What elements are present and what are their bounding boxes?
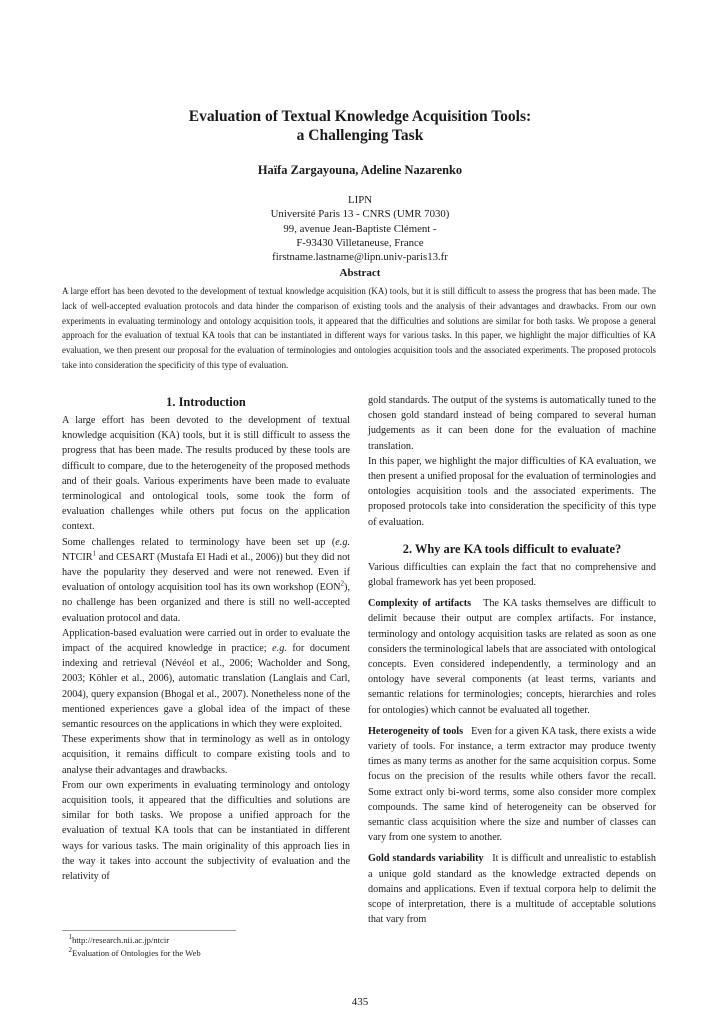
right-paragraph-2: In this paper, we highlight the major difficulties of KA evaluation, we then present a unified proposal for the evaluation of terminologies and ontologies acquisition tools and the associated experiments. The proposed protocols take into consideration the specificity of this type of evaluation. bbox=[368, 455, 656, 528]
left-column bbox=[62, 393, 350, 884]
section-2-intro: Various difficulties can explain the fact that no comprehensive and global framework has yet been proposed. bbox=[368, 561, 656, 589]
intro-paragraph-5: From our own experiments in evaluating terminology and ontology acquisition tools, it appeared that the difficulties and solutions are similar for both tasks. We propose a unified approach for the evaluation of textual KA tools that can be instantiated in different ways for various tasks. The main originality of this approach lies in the way it takes into account the subjectivity of evaluation and the relativity of bbox=[62, 779, 350, 883]
page-number: 435 bbox=[351, 996, 369, 1008]
right-paragraph-1: gold standards. The output of the systems is automatically tuned to the chosen gold standard instead of being compared to several human judgements as it can been done for the evaluation of machine translation. bbox=[368, 395, 656, 452]
intro-paragraph-1: A large effort has been devoted to the development of textual knowledge acquisition (KA) tools, but it is still difficult to assess the progress that has been made. The results produced by these tools are difficult to compare, due to the heterogeneity of the proposed methods and of their goals. Various experiments have been made to evaluate terminological and ontological tools, some took the form of evaluation challenges while others put focus on the application context. bbox=[62, 415, 350, 533]
footnote-divider bbox=[62, 930, 236, 931]
intro-paragraph-2: Some challenges related to terminology have been set up (e.g. NTCIR$^1$ and CESART (Mustafa El Hadi et al., 2006)) but they did not have the popularity they deserved and were not renewed. Even if evaluation of ontology acquisition tool has its own workshop (EON$^2$), no challenge has been organized and there is still no well-accepted evaluation protocol and data. bbox=[62, 536, 350, 624]
footnote-2: $^2$Evaluation of Ontologies for the Web bbox=[68, 945, 201, 958]
footnotes bbox=[62, 934, 350, 959]
section-2-heading: 2. Why are KA tools difficult to evaluate? bbox=[402, 541, 622, 556]
footnote-1: $^1$http://research.nii.ac.jp/ntcir bbox=[68, 933, 170, 945]
affiliation-email: firstname.lastname@lipn.univ-paris13.fr bbox=[272, 251, 448, 264]
heterogeneity-paragraph: Heterogeneity of tools Even for a given KA task, there exists a wide variety of tools. For instance, a term extractor may produce twenty times as many terms as another for the same acquisition corpus. Some focus on the precision of the results while others favor the recall. Some extract only bi-word terms, some also consider more complex compounds. The same kind of heterogeneity can be observed for semantic class acquisition where the size and number of classes can vary from one system to another. bbox=[368, 725, 656, 844]
right-column bbox=[368, 393, 656, 928]
complexity-paragraph: Complexity of artifacts The KA tasks themselves are difficult to delimit because their output are complex artifacts. For instance, terminology and ontology acquisition tasks are related as soon as one considers the terminological labels that are associated with ontological concepts. Even considered independently, a terminology and an ontology have several components (at least terms, variants and semantic relations for terminologies; concepts, hierarchies and roles for ontologies) which cannot be evaluated all together. bbox=[368, 598, 656, 716]
affiliation-line: Université Paris 13 - CNRS (UMR 7030) bbox=[270, 208, 450, 221]
footnote-ref-2: 2 bbox=[340, 579, 345, 588]
paper-title bbox=[0, 107, 720, 145]
gold-standards-paragraph: Gold standards variability It is difficult and unrealistic to establish a unique gold standard as the knowledge extracted depends on domains and applications. Even if textual corpora help to delimit the scope of interpretation, there is a multitude of acceptable solutions that vary from bbox=[368, 853, 656, 926]
abstract-text: A large effort has been devoted to the development of textual knowledge acquisition (KA) tools, but it is still difficult to assess the progress that has been made. The lack of well-accepted evaluation protocols and data hinder the comparison of existing tools and the analysis of their advantages and drawbacks. From our own experiments in evaluating terminology and ontology acquisition tools, it appeared that the difficulties and solutions are similar for both tasks. We propose a general approach for the evaluation of textual KA tools that can be instantiated in different ways for various tasks. In this paper, we highlight the major difficulties of KA evaluation, we then present our proposal for the evaluation of terminologies and ontologies acquisition tools and the associated experiments. The proposed protocols take into consideration the specificity of this type of evaluation. bbox=[62, 286, 656, 370]
affiliation-line: LIPN bbox=[348, 194, 372, 206]
title-line-1: Evaluation of Textual Knowledge Acquisition Tools: bbox=[188, 108, 532, 125]
title-line-2: a Challenging Task bbox=[296, 127, 424, 144]
intro-paragraph-3: Application-based evaluation were carried out in order to evaluate the impact of the acquired knowledge in practice; e.g. for document indexing and retrieval (Névéol et al., 2006; Wacholder and Song, 2003; Köhler et al., 2006), automatic translation (Langlais and Carl, 2004), query expansion (Bhogal et al., 2007). Nonetheless none of the mentioned experiences gave a global idea of the impact of these semantic resources on the applications in which they were exploited. bbox=[62, 627, 350, 731]
affiliation-line: 99, avenue Jean-Baptiste Clément - bbox=[283, 222, 437, 235]
abstract-heading: Abstract bbox=[339, 267, 381, 279]
footnote-ref-1: 1 bbox=[92, 549, 97, 558]
authors: Haïfa Zargayouna, Adeline Nazarenko bbox=[257, 163, 463, 177]
complexity-heading: Complexity of artifacts bbox=[368, 598, 472, 610]
affiliation-line: F-93430 Villetaneuse, France bbox=[296, 236, 424, 249]
heterogeneity-heading: Heterogeneity of tools bbox=[368, 725, 464, 737]
affiliation bbox=[0, 193, 720, 264]
section-1-heading: 1. Introduction bbox=[166, 395, 246, 409]
gold-standards-heading: Gold standards variability bbox=[368, 853, 484, 865]
intro-paragraph-4: These experiments show that in terminology as well as in ontology acquisition, it remains difficult to compare existing tools and to analyse their advantages and drawbacks. bbox=[62, 734, 350, 776]
